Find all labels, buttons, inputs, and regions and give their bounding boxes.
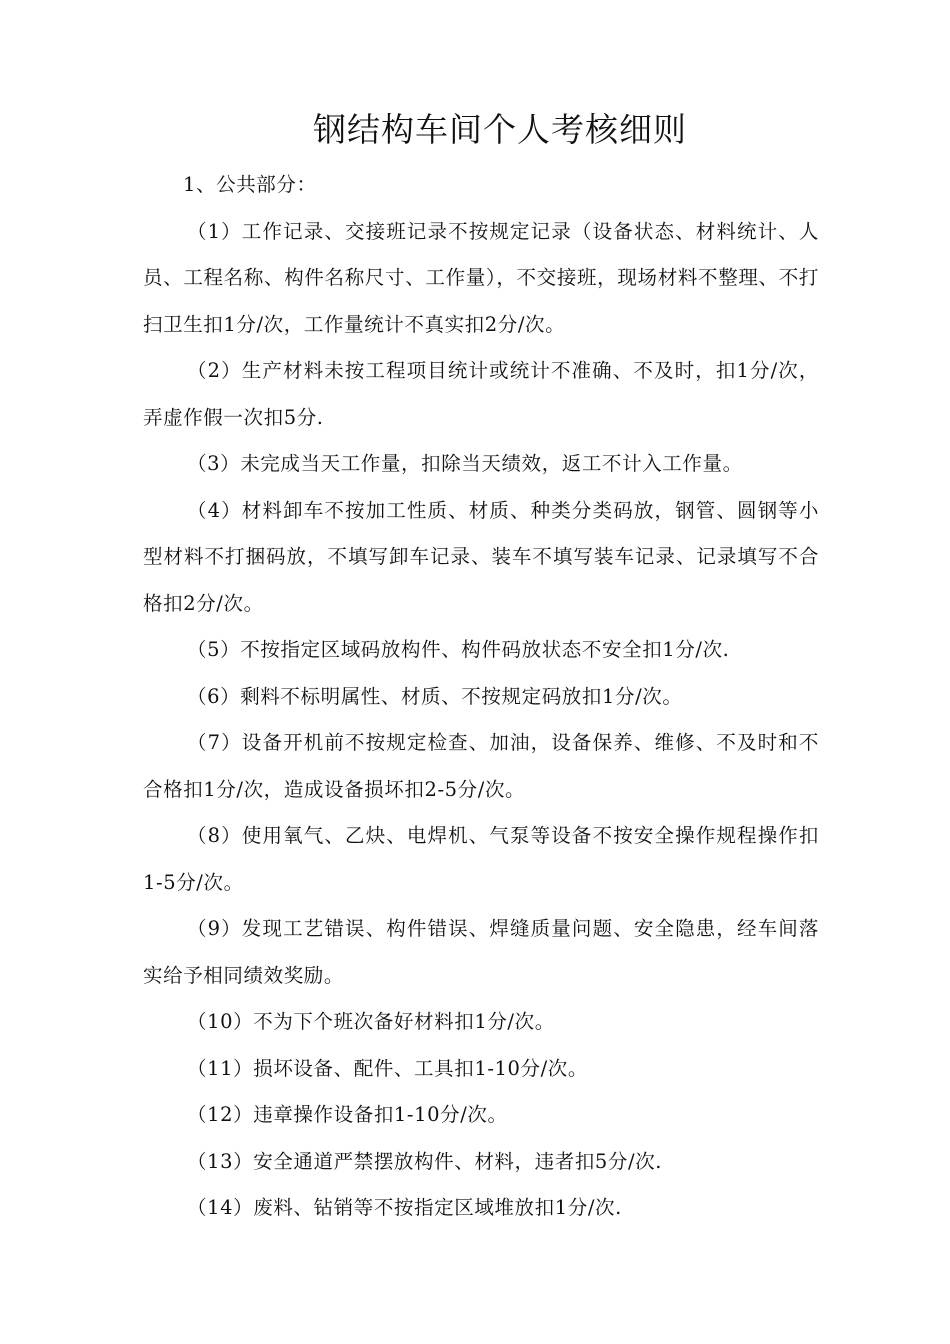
rule-item-13: （13）安全通道严禁摆放构件、材料，违者扣5分/次. bbox=[187, 1149, 663, 1173]
section-heading: 1、公共部分： bbox=[183, 173, 317, 196]
rule-item-6: （6）剩料不标明属性、材质、不按规定码放扣1分/次。 bbox=[187, 684, 683, 708]
rule-item-1: （1）工作记录、交接班记录不按规定记录（设备状态、材料统计、人员、工程名称、构件名称尺寸、工作量），不交接班，现场材料不整理、不打扫卫生扣1分/次，工作量统计不真实扣2分/次。 bbox=[143, 219, 819, 336]
rule-item-10: （10）不为下个班次备好材料扣1分/次。 bbox=[187, 1010, 555, 1033]
document-body bbox=[143, 162, 819, 1232]
rule-item-8: （8）使用氧气、乙炔、电焊机、气泵等设备不按安全操作规程操作扣1-5分/次。 bbox=[143, 824, 819, 894]
rule-item-5: （5）不按指定区域码放构件、构件码放状态不安全扣1分/次. bbox=[187, 638, 730, 661]
rule-item-4: （4）材料卸车不按加工性质、材质、种类分类码放，钢管、圆钢等小型材料不打捆码放，不填写卸车记录、装车不填写装车记录、记录填写不合格扣2分/次。 bbox=[143, 498, 819, 615]
document-title: 钢结构车间个人考核细则 bbox=[313, 110, 687, 149]
rule-item-9: （9）发现工艺错误、构件错误、焊缝质量问题、安全隐患，经车间落实给予相同绩效奖励。 bbox=[143, 917, 819, 987]
rule-item-12: （12）违章操作设备扣1-10分/次。 bbox=[187, 1103, 508, 1126]
rule-item-3: （3）未完成当天工作量，扣除当天绩效，返工不计入工作量。 bbox=[187, 452, 743, 475]
rule-item-14: （14）废料、钻销等不按指定区域堆放扣1分/次. bbox=[187, 1196, 622, 1219]
rule-item-11: （11）损坏设备、配件、工具扣1-10分/次。 bbox=[187, 1056, 588, 1080]
rule-item-2: （2）生产材料未按工程项目统计或统计不准确、不及时，扣1分/次，弄虚作假一次扣5分. bbox=[143, 359, 819, 429]
rule-item-7: （7）设备开机前不按规定检查、加油，设备保养、维修、不及时和不合格扣1分/次，造成设备损坏扣2-5分/次。 bbox=[143, 731, 819, 801]
